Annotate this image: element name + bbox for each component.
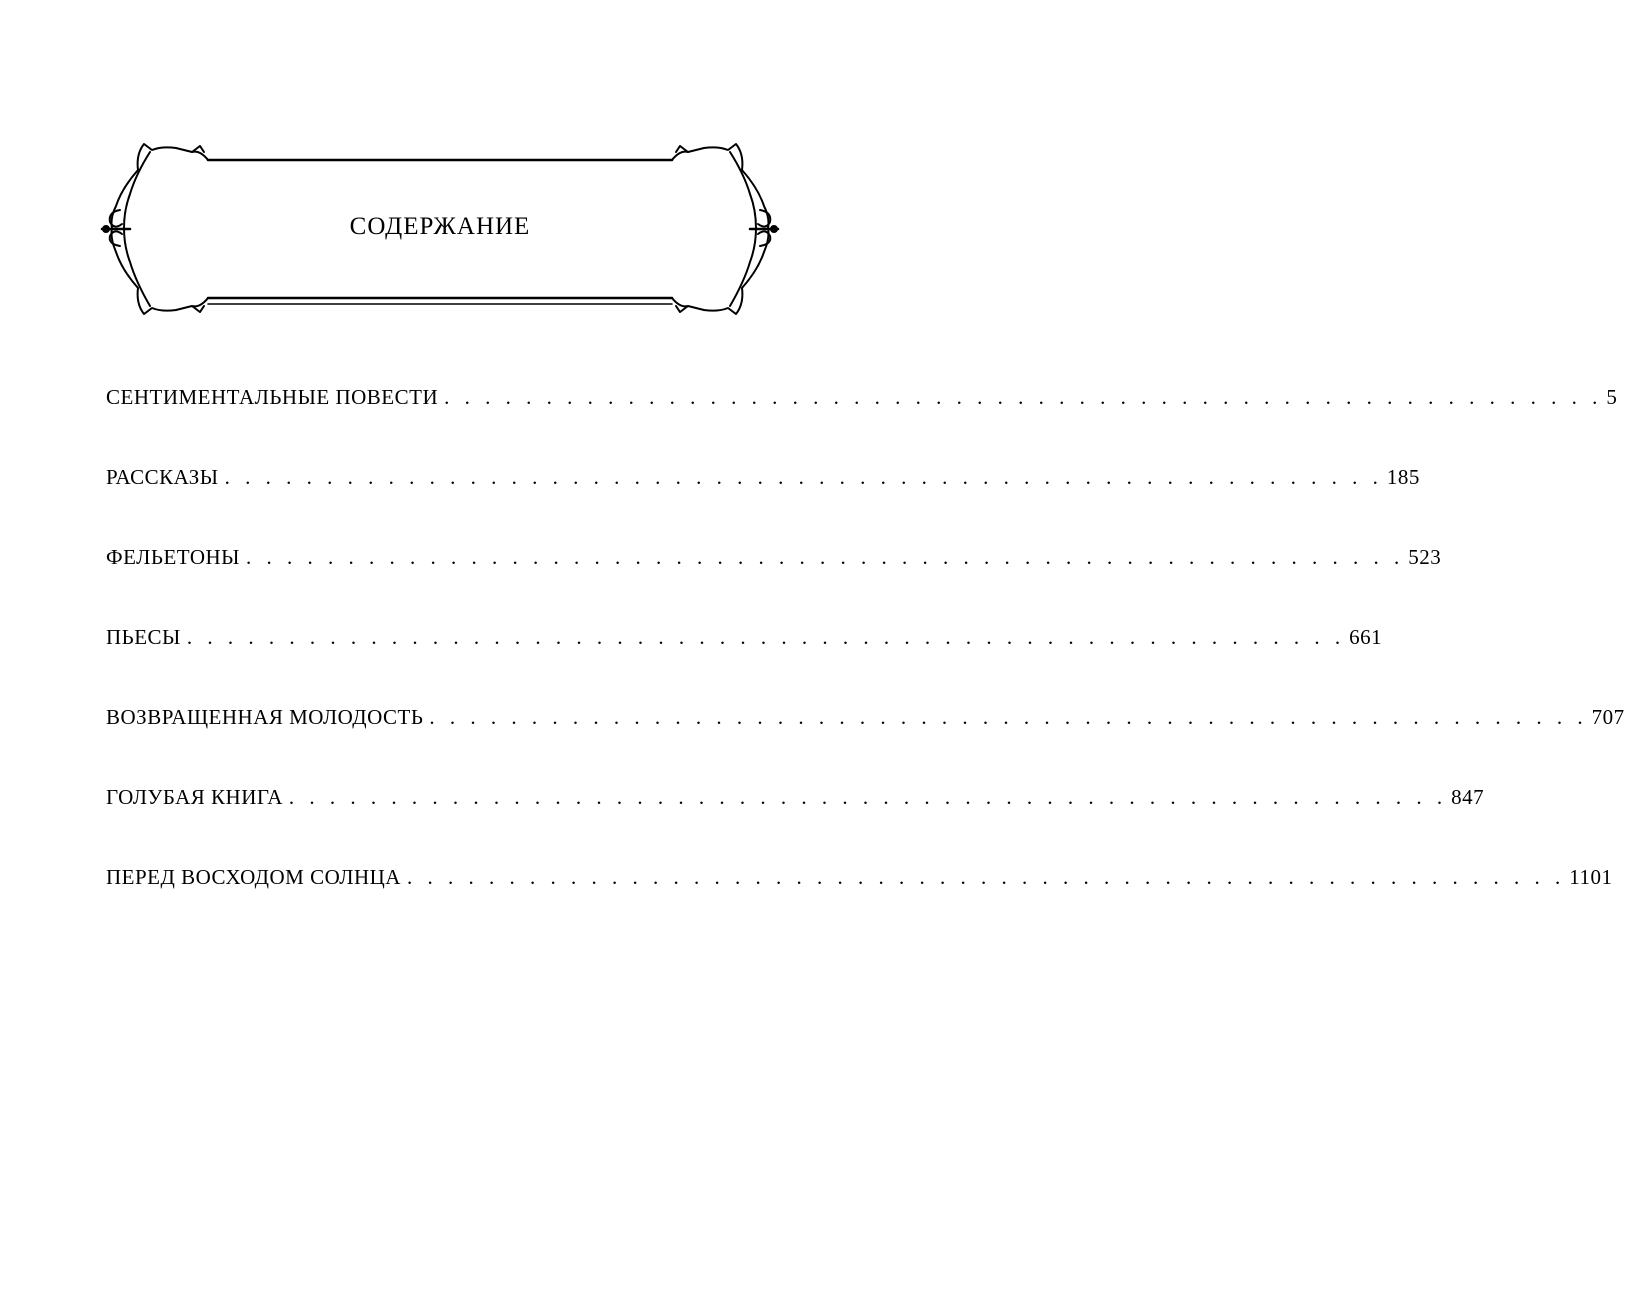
toc-item-page: 185	[1386, 465, 1420, 489]
toc-item-leader: . . . . . . . . . . . . . . . . . . . . . . . . . . . . . . . . . . . . . . . . . . . . . . . . . . . . . . . . .	[406, 865, 1566, 889]
toc-item[interactable]	[106, 620, 1383, 700]
heading-frame	[100, 140, 780, 320]
toc-item[interactable]	[106, 380, 1618, 460]
toc-item-page: 847	[1451, 785, 1485, 809]
toc-item-page: 5	[1606, 385, 1618, 409]
toc-item-title: ФЕЛЬЕТОНЫ	[106, 545, 240, 569]
toc-item-title: ПЬЕСЫ	[106, 625, 181, 649]
toc-item-leader: . . . . . . . . . . . . . . . . . . . . . . . . . . . . . . . . . . . . . . . . . . . . . . . . . . . . . . . . .	[186, 625, 1346, 649]
toc-item[interactable]	[106, 540, 1442, 620]
toc-item-title: ВОЗВРАЩЕННАЯ МОЛОДОСТЬ	[106, 705, 424, 729]
toc-item-page: 661	[1349, 625, 1383, 649]
toc-item-page: 523	[1408, 545, 1442, 569]
toc-item[interactable]	[106, 460, 1420, 540]
table-of-contents	[106, 380, 1625, 940]
toc-item-title: ПЕРЕД ВОСХОДОМ СОЛНЦА	[106, 865, 401, 889]
toc-item-leader: . . . . . . . . . . . . . . . . . . . . . . . . . . . . . . . . . . . . . . . . . . . . . . . . . . . . . . . . .	[224, 465, 1383, 489]
page-title: СОДЕРЖАНИЕ	[349, 213, 531, 240]
toc-item[interactable]	[106, 780, 1485, 860]
toc-item-leader: . . . . . . . . . . . . . . . . . . . . . . . . . . . . . . . . . . . . . . . . . . . . . . . . . . . . . . . . .	[429, 705, 1588, 729]
toc-item-leader: . . . . . . . . . . . . . . . . . . . . . . . . . . . . . . . . . . . . . . . . . . . . . . . . . . . . . . . . .	[245, 545, 1405, 569]
toc-item-leader: . . . . . . . . . . . . . . . . . . . . . . . . . . . . . . . . . . . . . . . . . . . . . . . . . . . . . . . . .	[288, 785, 1448, 809]
toc-item[interactable]	[106, 860, 1613, 940]
toc-item-title: РАССКАЗЫ	[106, 465, 219, 489]
toc-item-title: СЕНТИМЕНТАЛЬНЫЕ ПОВЕСТИ	[106, 385, 439, 409]
toc-item[interactable]	[106, 700, 1625, 780]
toc-item-page: 707	[1591, 705, 1625, 729]
toc-item-leader: . . . . . . . . . . . . . . . . . . . . . . . . . . . . . . . . . . . . . . . . . . . . . . . . . . . . . . . . .	[444, 385, 1603, 409]
toc-item-title: ГОЛУБАЯ КНИГА	[106, 785, 283, 809]
toc-item-page: 1101	[1569, 865, 1613, 889]
